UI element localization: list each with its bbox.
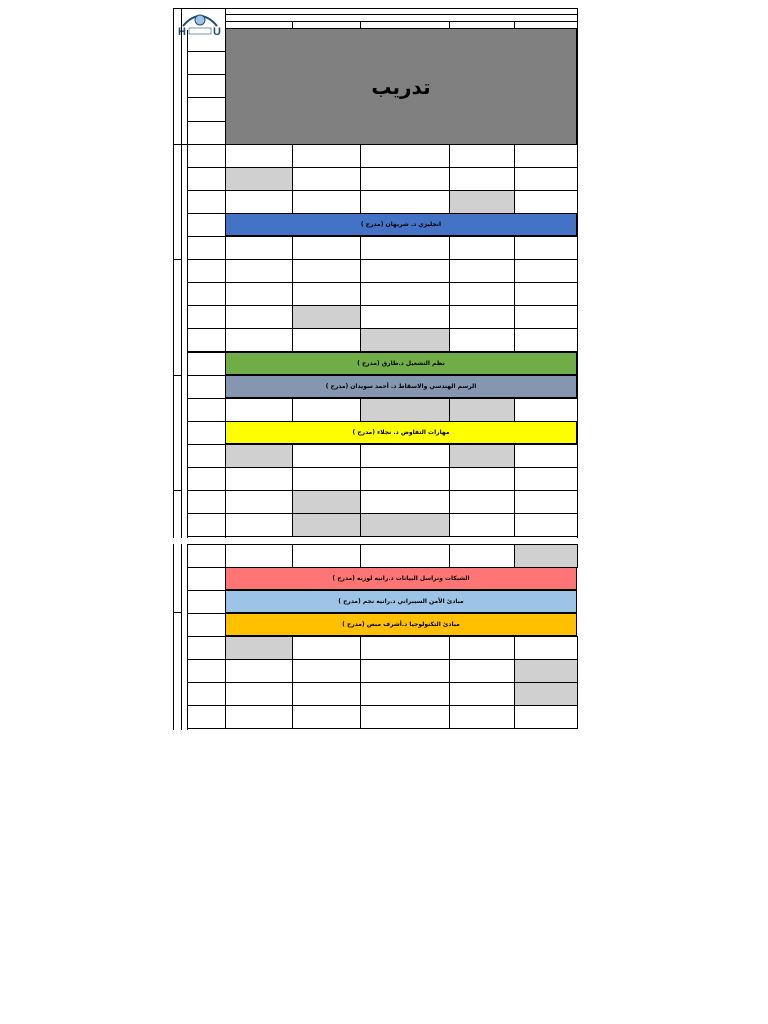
schedule-cell xyxy=(514,259,578,283)
banner-negotiation-skills xyxy=(225,421,577,444)
schedule-cell xyxy=(449,513,515,537)
banner-networks-text: الشبكات ونراسل البيانات د.رانيه لوزيه (مدرج ) xyxy=(332,575,470,582)
schedule-cell xyxy=(292,444,361,468)
row-index-cell xyxy=(187,375,226,399)
schedule-cell xyxy=(449,282,515,306)
schedule-cell xyxy=(225,636,293,660)
schedule-cell xyxy=(292,236,361,260)
schedule-cell xyxy=(514,236,578,260)
schedule-cell xyxy=(292,513,361,537)
schedule-cell xyxy=(514,398,578,422)
schedule-cell xyxy=(360,259,450,283)
schedule-cell xyxy=(360,328,450,352)
schedule-cell xyxy=(449,544,515,568)
schedule-cell xyxy=(292,467,361,491)
schedule-cell xyxy=(360,513,450,537)
schedule-cell xyxy=(514,490,578,514)
schedule-cell xyxy=(514,167,578,191)
row-index-cell xyxy=(187,352,226,376)
schedule-cell xyxy=(449,636,515,660)
schedule-cell xyxy=(449,236,515,260)
logo-letter-u: U xyxy=(213,26,221,38)
schedule-cell xyxy=(514,144,578,168)
schedule-cell xyxy=(292,659,361,683)
schedule-cell xyxy=(514,305,578,329)
schedule-cell xyxy=(292,636,361,660)
row-index-cell xyxy=(187,513,226,537)
schedule-cell xyxy=(225,544,293,568)
banner-cybersecurity xyxy=(225,590,577,613)
schedule-cell xyxy=(360,305,450,329)
schedule-cell xyxy=(225,328,293,352)
schedule-cell xyxy=(449,705,515,729)
schedule-cell xyxy=(225,659,293,683)
schedule-cell xyxy=(449,328,515,352)
row-index-cell xyxy=(187,305,226,329)
row-index-cell xyxy=(187,613,226,637)
schedule-cell xyxy=(292,282,361,306)
schedule-cell xyxy=(292,682,361,706)
row-index-cell xyxy=(187,282,226,306)
schedule-cell xyxy=(449,659,515,683)
schedule-cell xyxy=(449,398,515,422)
schedule-cell xyxy=(514,328,578,352)
schedule-cell xyxy=(225,490,293,514)
row-index-cell xyxy=(187,567,226,591)
schedule-cell xyxy=(514,544,578,568)
schedule-cell xyxy=(449,190,515,214)
schedule-cell xyxy=(360,490,450,514)
schedule-cell xyxy=(292,167,361,191)
row-index-cell xyxy=(187,490,226,514)
schedule-cell xyxy=(360,659,450,683)
schedule-cell xyxy=(449,144,515,168)
row-index-cell xyxy=(187,144,226,168)
row-index-cell xyxy=(187,236,226,260)
row-index-cell xyxy=(187,705,226,729)
schedule-cell xyxy=(360,636,450,660)
schedule-cell xyxy=(292,490,361,514)
schedule-cell xyxy=(514,682,578,706)
schedule-cell xyxy=(449,490,515,514)
banner-english xyxy=(225,213,577,236)
schedule-cell xyxy=(514,705,578,729)
schedule-cell xyxy=(514,467,578,491)
row-index-cell xyxy=(187,421,226,445)
schedule-cell xyxy=(449,682,515,706)
schedule-cell xyxy=(360,236,450,260)
schedule-cell xyxy=(292,705,361,729)
schedule-cell xyxy=(225,705,293,729)
schedule-cell xyxy=(225,167,293,191)
schedule-cell xyxy=(225,467,293,491)
banner-technology-principles xyxy=(225,613,577,636)
schedule-cell xyxy=(292,190,361,214)
banner-operating-systems-text: نظم التشغيل د.طارق (مدرج ) xyxy=(357,360,445,367)
schedule-cell xyxy=(292,259,361,283)
row-index-cell xyxy=(187,259,226,283)
row-index-cell xyxy=(187,167,226,191)
schedule-cell xyxy=(360,705,450,729)
row-index-cell xyxy=(187,190,226,214)
banner-english-text: انجليزي د. شريهان (مدرج ) xyxy=(360,221,442,228)
page-title-block xyxy=(225,28,577,145)
banner-cybersecurity-text: مبادئ الأمن السيبراني د.رانيه نجم (مدرج ) xyxy=(338,598,464,605)
row-index-cell xyxy=(187,398,226,422)
row-index-cell xyxy=(187,590,226,614)
schedule-cell xyxy=(225,513,293,537)
schedule-cell xyxy=(225,144,293,168)
schedule-cell xyxy=(225,282,293,306)
schedule-cell xyxy=(360,544,450,568)
row-index-cell xyxy=(187,659,226,683)
schedule-cell xyxy=(449,467,515,491)
schedule-cell xyxy=(360,398,450,422)
schedule-cell xyxy=(225,444,293,468)
banner-operating-systems xyxy=(225,352,577,375)
row-index-cell xyxy=(187,213,226,237)
row-index-cell xyxy=(187,328,226,352)
schedule-cell xyxy=(292,398,361,422)
schedule-cell xyxy=(360,467,450,491)
banner-engineering-drawing xyxy=(225,375,577,398)
schedule-cell xyxy=(360,444,450,468)
row-index-cell xyxy=(187,544,226,568)
schedule-cell xyxy=(225,305,293,329)
schedule-cell xyxy=(225,259,293,283)
schedule-cell xyxy=(449,305,515,329)
schedule-cell xyxy=(292,305,361,329)
schedule-cell xyxy=(360,282,450,306)
row-index-cell xyxy=(187,444,226,468)
schedule-cell xyxy=(360,144,450,168)
schedule-cell xyxy=(514,282,578,306)
schedule-cell xyxy=(449,167,515,191)
schedule-cell xyxy=(449,259,515,283)
schedule-cell xyxy=(292,544,361,568)
row-index-cell xyxy=(187,636,226,660)
schedule-cell xyxy=(225,682,293,706)
schedule-cell xyxy=(292,144,361,168)
schedule-cell xyxy=(360,682,450,706)
page-title: تدريب xyxy=(371,74,431,99)
schedule-cell xyxy=(514,190,578,214)
schedule-cell xyxy=(292,328,361,352)
banner-technology-principles-text: مبادئ التكنولوجيا د.أشرف مبص (مدرج ) xyxy=(342,621,460,628)
schedule-cell xyxy=(514,636,578,660)
logo-letter-h: H xyxy=(178,26,186,38)
banner-networks xyxy=(225,567,577,590)
schedule-cell xyxy=(225,398,293,422)
banner-engineering-drawing-text: الرسم الهندسي والاسقاط د. أحمد سويدان (مدرج ) xyxy=(325,383,477,390)
row-index-cell xyxy=(187,682,226,706)
schedule-cell xyxy=(360,190,450,214)
schedule-cell xyxy=(514,513,578,537)
schedule-cell xyxy=(514,659,578,683)
schedule-cell xyxy=(225,190,293,214)
university-logo xyxy=(175,8,225,38)
schedule-cell xyxy=(449,444,515,468)
schedule-cell xyxy=(514,444,578,468)
row-index-cell xyxy=(187,467,226,491)
schedule-cell xyxy=(360,167,450,191)
schedule-cell xyxy=(225,236,293,260)
banner-negotiation-skills-text: مهارات التفاوض د. نجلاء (مدرج ) xyxy=(352,429,450,436)
